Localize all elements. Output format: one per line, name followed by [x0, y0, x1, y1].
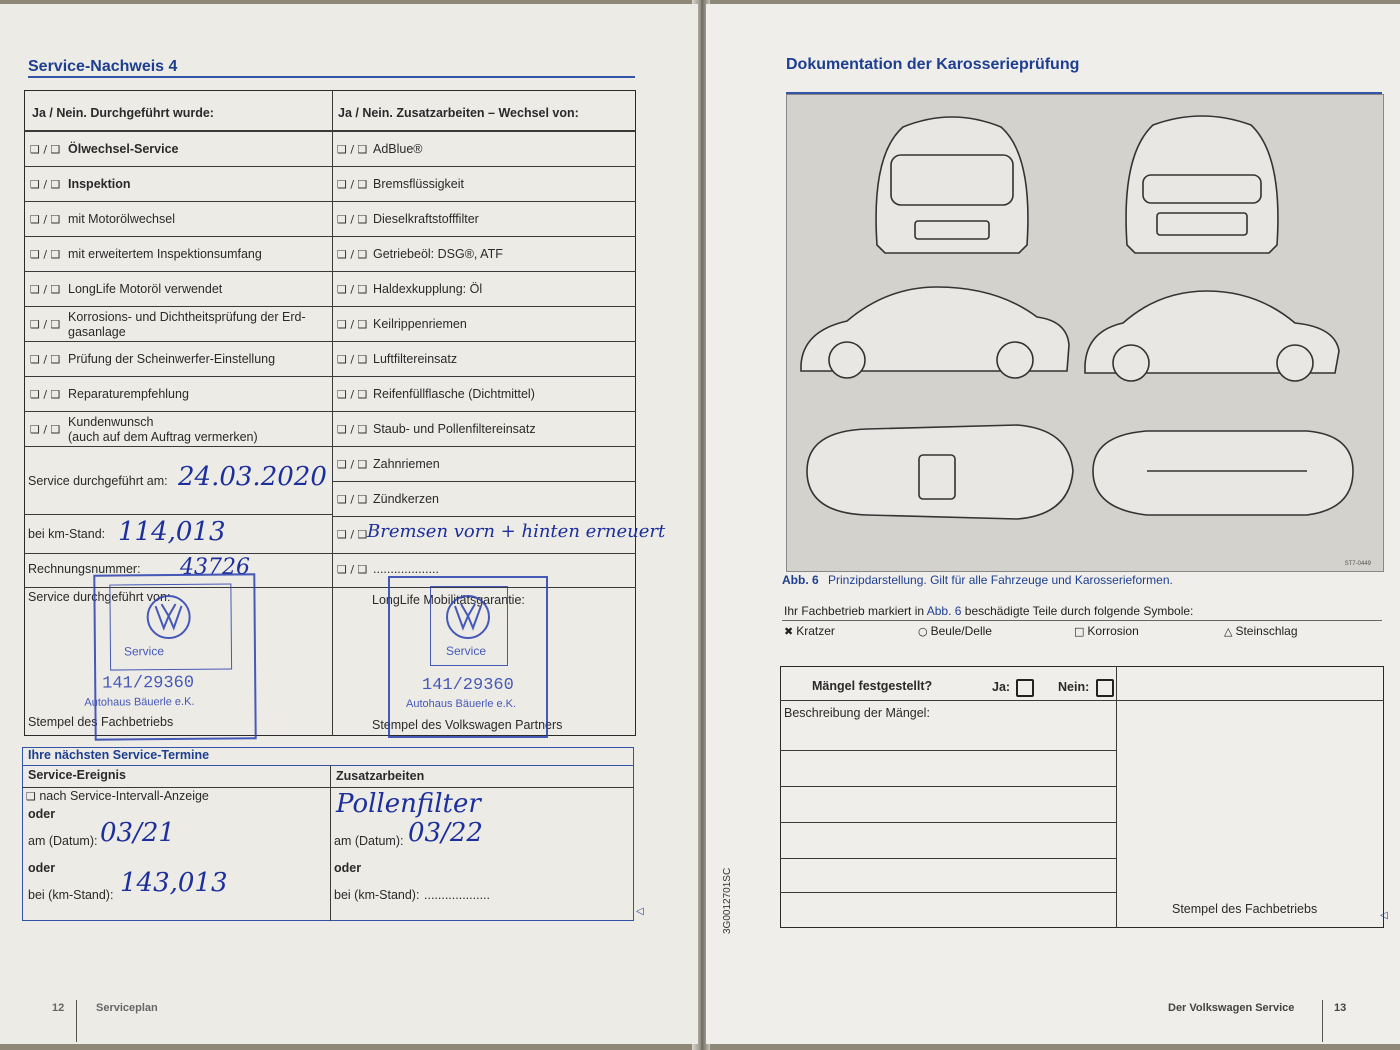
title-rule	[28, 76, 635, 78]
stamp-service-word: Service	[446, 644, 487, 658]
row-rule	[780, 700, 1384, 701]
table-divider	[330, 765, 331, 921]
oder-label: oder	[28, 861, 56, 875]
extra-row	[333, 342, 636, 377]
page-number: 12	[52, 1002, 65, 1014]
description-line	[780, 786, 1116, 787]
footer-rule	[76, 1000, 77, 1042]
marker-intro-ref: Abb. 6	[926, 604, 962, 618]
yes-checkbox[interactable]	[1016, 679, 1034, 697]
extra-row	[333, 412, 636, 447]
stamp-number: 141/29360	[102, 673, 195, 694]
extra-row-label: Zündkerzen	[373, 492, 440, 506]
car-outlines-figure	[787, 95, 1383, 571]
car-diagram	[786, 94, 1384, 572]
checkbox-pair[interactable]: ❑ / ❑	[30, 143, 61, 156]
km-label: bei km-Stand:	[28, 527, 106, 541]
next-services-title: Ihre nächsten Service-Termine	[28, 748, 210, 762]
footer-title: Serviceplan	[96, 1002, 158, 1014]
done-row	[24, 167, 333, 202]
done-row	[24, 272, 333, 307]
done-row	[24, 342, 333, 377]
checkbox-pair[interactable]: ❑ / ❑	[30, 283, 61, 296]
marker-intro-b: beschädigte Teile durch folgende Symbole:	[964, 604, 1194, 618]
dealer-stamp	[84, 573, 256, 740]
checkbox-pair[interactable]: ❑ / ❑	[337, 178, 368, 191]
interval-label: nach Service-Intervall-Anzeige	[39, 789, 209, 803]
vw-logo-icon	[143, 592, 193, 642]
marker-intro	[784, 604, 1193, 618]
symbol-glyph-icon: ✖	[784, 625, 794, 638]
checkbox-pair[interactable]: ❑ / ❑	[337, 318, 368, 331]
vw-logo-icon	[443, 592, 493, 642]
description-label: Beschreibung der Mängel:	[784, 706, 930, 720]
km2-label: bei (km-Stand):	[28, 888, 114, 902]
symbol-item	[918, 624, 992, 638]
service-date-value: 24.03.2020	[178, 462, 327, 492]
oder-label: oder	[334, 861, 362, 875]
extra-row	[333, 202, 636, 237]
checkbox-pair[interactable]: ❑ / ❑	[337, 248, 368, 261]
date-value: 03/21	[100, 818, 175, 848]
done-row-label: Ölwechsel-Service	[68, 142, 179, 156]
checkbox-pair[interactable]: ❑ / ❑	[337, 283, 368, 296]
continue-arrow-icon: ◁	[1380, 910, 1388, 921]
checkbox-icon: ❑	[26, 790, 36, 803]
km2-value: 143,013	[120, 868, 228, 898]
stamp-company: Autohaus Bäuerle e.K.	[406, 698, 517, 710]
underbody-car	[1093, 431, 1353, 515]
row-rule	[24, 446, 333, 447]
table-divider	[1116, 666, 1117, 928]
service-by-label: Service durchgeführt von:	[28, 590, 171, 604]
next-col2-header: Zusatzarbeiten	[336, 769, 425, 783]
symbol-glyph-icon: ○	[918, 625, 928, 638]
oder-label: oder	[28, 807, 56, 821]
checkbox-pair[interactable]: ❑ / ❑	[337, 423, 368, 436]
row-rule	[22, 765, 634, 766]
stamp-number: 141/29360	[422, 676, 514, 695]
extra-row	[333, 237, 636, 272]
description-line	[780, 858, 1116, 859]
checkbox-pair[interactable]: ❑ / ❑	[30, 388, 61, 401]
marker-intro-a: Ihr Fachbetrieb markiert in	[784, 604, 925, 618]
done-row-label: LongLife Motoröl verwendet	[68, 282, 223, 296]
page-number: 13	[1334, 1002, 1347, 1014]
footer-title: Der Volkswagen Service	[1168, 1002, 1295, 1014]
symbol-label: Steinschlag	[1235, 624, 1298, 638]
done-row	[24, 412, 333, 447]
extra-row	[333, 377, 636, 412]
checkbox-pair[interactable]: ❑ / ❑	[337, 388, 368, 401]
symbol-label: Beule/Delle	[930, 624, 992, 638]
extra-row-label: Haldexkupplung: Öl	[373, 282, 483, 296]
longlife-label: LongLife Mobilitätsgarantie:	[372, 593, 525, 607]
checkbox-pair[interactable]: ❑ / ❑	[337, 563, 368, 576]
footer-rule	[1322, 1000, 1323, 1042]
service-date-label: Service durchgeführt am:	[28, 474, 168, 488]
extra-row-label: Reifenfüllflasche (Dichtmittel)	[373, 387, 535, 401]
km2-blank: ...................	[424, 888, 490, 902]
done-row-label: Prüfung der Scheinwerfer-Einstellung	[68, 352, 276, 366]
extra-row-label: Getriebeöl: DSG®, ATF	[373, 247, 503, 261]
km2-label: bei (km-Stand):	[334, 888, 420, 902]
vw-partner-stamp	[388, 576, 548, 738]
yes-label: Ja:	[992, 680, 1011, 694]
checkbox-pair[interactable]: ❑ / ❑	[337, 493, 368, 506]
extra-row	[333, 447, 636, 482]
checkbox-pair[interactable]: ❑ / ❑	[30, 248, 61, 261]
symbol-item	[784, 624, 835, 638]
page-title: Dokumentation der Karosserieprüfung	[786, 56, 1080, 73]
no-checkbox[interactable]	[1096, 679, 1114, 697]
vertical-code: 3G0012701SC	[722, 867, 733, 934]
symbol-label: Kratzer	[796, 624, 835, 638]
checkbox-pair[interactable]: ❑ / ❑	[30, 423, 61, 436]
extra-row	[333, 272, 636, 307]
left-page	[0, 4, 698, 1044]
description-line	[780, 822, 1116, 823]
extra-row-custom	[333, 517, 666, 552]
no-label: Nein:	[1058, 680, 1090, 694]
checkbox-pair[interactable]: ❑ / ❑	[337, 213, 368, 226]
done-row-label: mit erweitertem Inspektionsumfang	[68, 247, 262, 261]
stamp-company: Autohaus Bäuerle e.K.	[84, 695, 195, 709]
extra-row-label: Zahnriemen	[373, 457, 440, 471]
symbol-glyph-icon: □	[1074, 625, 1085, 638]
extra-row-label: Keilrippenriemen	[373, 317, 467, 331]
done-row	[24, 132, 333, 167]
extra-work-value: Pollenfilter	[336, 789, 481, 819]
vw-stamp-label: Stempel des Volkswagen Partners	[372, 718, 563, 732]
col2-header: Ja / Nein. Zusatzarbeiten – Wechsel von:	[338, 106, 579, 120]
done-row-label-line2: gasanlage	[68, 325, 126, 339]
col1-header: Ja / Nein. Durchgeführt wurde:	[32, 106, 214, 120]
done-row-label-line2: (auch auf dem Auftrag vermerken)	[68, 430, 258, 444]
extra-row-dotted: ...................	[373, 562, 439, 576]
done-row	[24, 307, 333, 342]
done-row	[24, 237, 333, 272]
description-line	[780, 750, 1116, 751]
interval-checkbox[interactable]	[26, 789, 209, 803]
caption-label: Abb. 6	[782, 573, 819, 587]
defects-stamp-label: Stempel des Fachbetriebs	[1172, 902, 1318, 916]
date-value: 03/22	[408, 818, 483, 848]
defects-label: Mängel festgestellt?	[812, 679, 933, 693]
page-title: Service-Nachweis 4	[28, 58, 178, 75]
extra-row	[333, 132, 636, 167]
extra-row	[333, 482, 636, 517]
dealer-stamp-label: Stempel des Fachbetriebs	[28, 715, 174, 729]
extra-row-label: AdBlue®	[373, 142, 423, 156]
checkbox-pair[interactable]: ❑ / ❑	[337, 353, 368, 366]
extra-row-label: Staub- und Pollenfiltereinsatz	[373, 422, 536, 436]
km-value: 114,013	[118, 517, 226, 547]
description-line	[780, 892, 1116, 893]
invoice-label: Rechnungsnummer:	[28, 562, 141, 576]
row-rule	[22, 787, 634, 788]
done-row	[24, 202, 333, 237]
figure-caption	[782, 573, 1173, 587]
row-rule	[24, 553, 636, 554]
continue-arrow-icon: ◁	[636, 906, 644, 917]
checkbox-pair[interactable]: ❑ / ❑	[337, 458, 368, 471]
extra-row	[333, 307, 636, 342]
date-label: am (Datum):	[28, 834, 98, 848]
done-row	[24, 377, 333, 412]
symbol-label: Korrosion	[1087, 624, 1139, 638]
next-col1-header: Service-Ereignis	[28, 768, 126, 782]
extra-row	[333, 167, 636, 202]
done-row-label: Kundenwunsch	[68, 415, 154, 429]
checkbox-pair[interactable]: ❑ / ❑	[30, 178, 61, 191]
extra-row-label: Dieselkraftstofffilter	[373, 212, 479, 226]
checkbox-pair[interactable]: ❑ / ❑	[337, 528, 368, 541]
extra-row-handwritten: Bremsen vorn + hinten erneuert	[367, 521, 666, 542]
row-rule	[24, 514, 333, 515]
symbol-glyph-icon: △	[1224, 625, 1233, 638]
date-label: am (Datum):	[334, 834, 404, 848]
done-row-label: mit Motorölwechsel	[68, 212, 175, 226]
right-page	[706, 4, 1400, 1044]
caption-text: Prinzipdarstellung. Gilt für alle Fahrzeuge und Karosserieformen.	[828, 573, 1173, 587]
extra-row-label: Bremsflüssigkeit	[373, 177, 464, 191]
checkbox-pair[interactable]: ❑ / ❑	[30, 213, 61, 226]
checkbox-pair[interactable]: ❑ / ❑	[30, 353, 61, 366]
checkbox-pair[interactable]: ❑ / ❑	[30, 318, 61, 331]
stamp-service-word: Service	[123, 644, 165, 659]
checkbox-pair[interactable]: ❑ / ❑	[337, 143, 368, 156]
symbol-item	[1074, 624, 1139, 638]
figure-code: ST7-0449	[1344, 561, 1371, 567]
invoice-value: 43726	[180, 555, 250, 580]
done-row-label: Korrosions- und Dichtheitsprüfung der Erd-	[68, 310, 306, 324]
extra-row-label: Luftfiltereinsatz	[373, 352, 458, 366]
done-row-label: Inspektion	[68, 177, 131, 191]
done-row-label: Reparaturempfehlung	[68, 387, 189, 401]
symbol-item	[1224, 624, 1298, 638]
row-rule	[782, 620, 1382, 621]
